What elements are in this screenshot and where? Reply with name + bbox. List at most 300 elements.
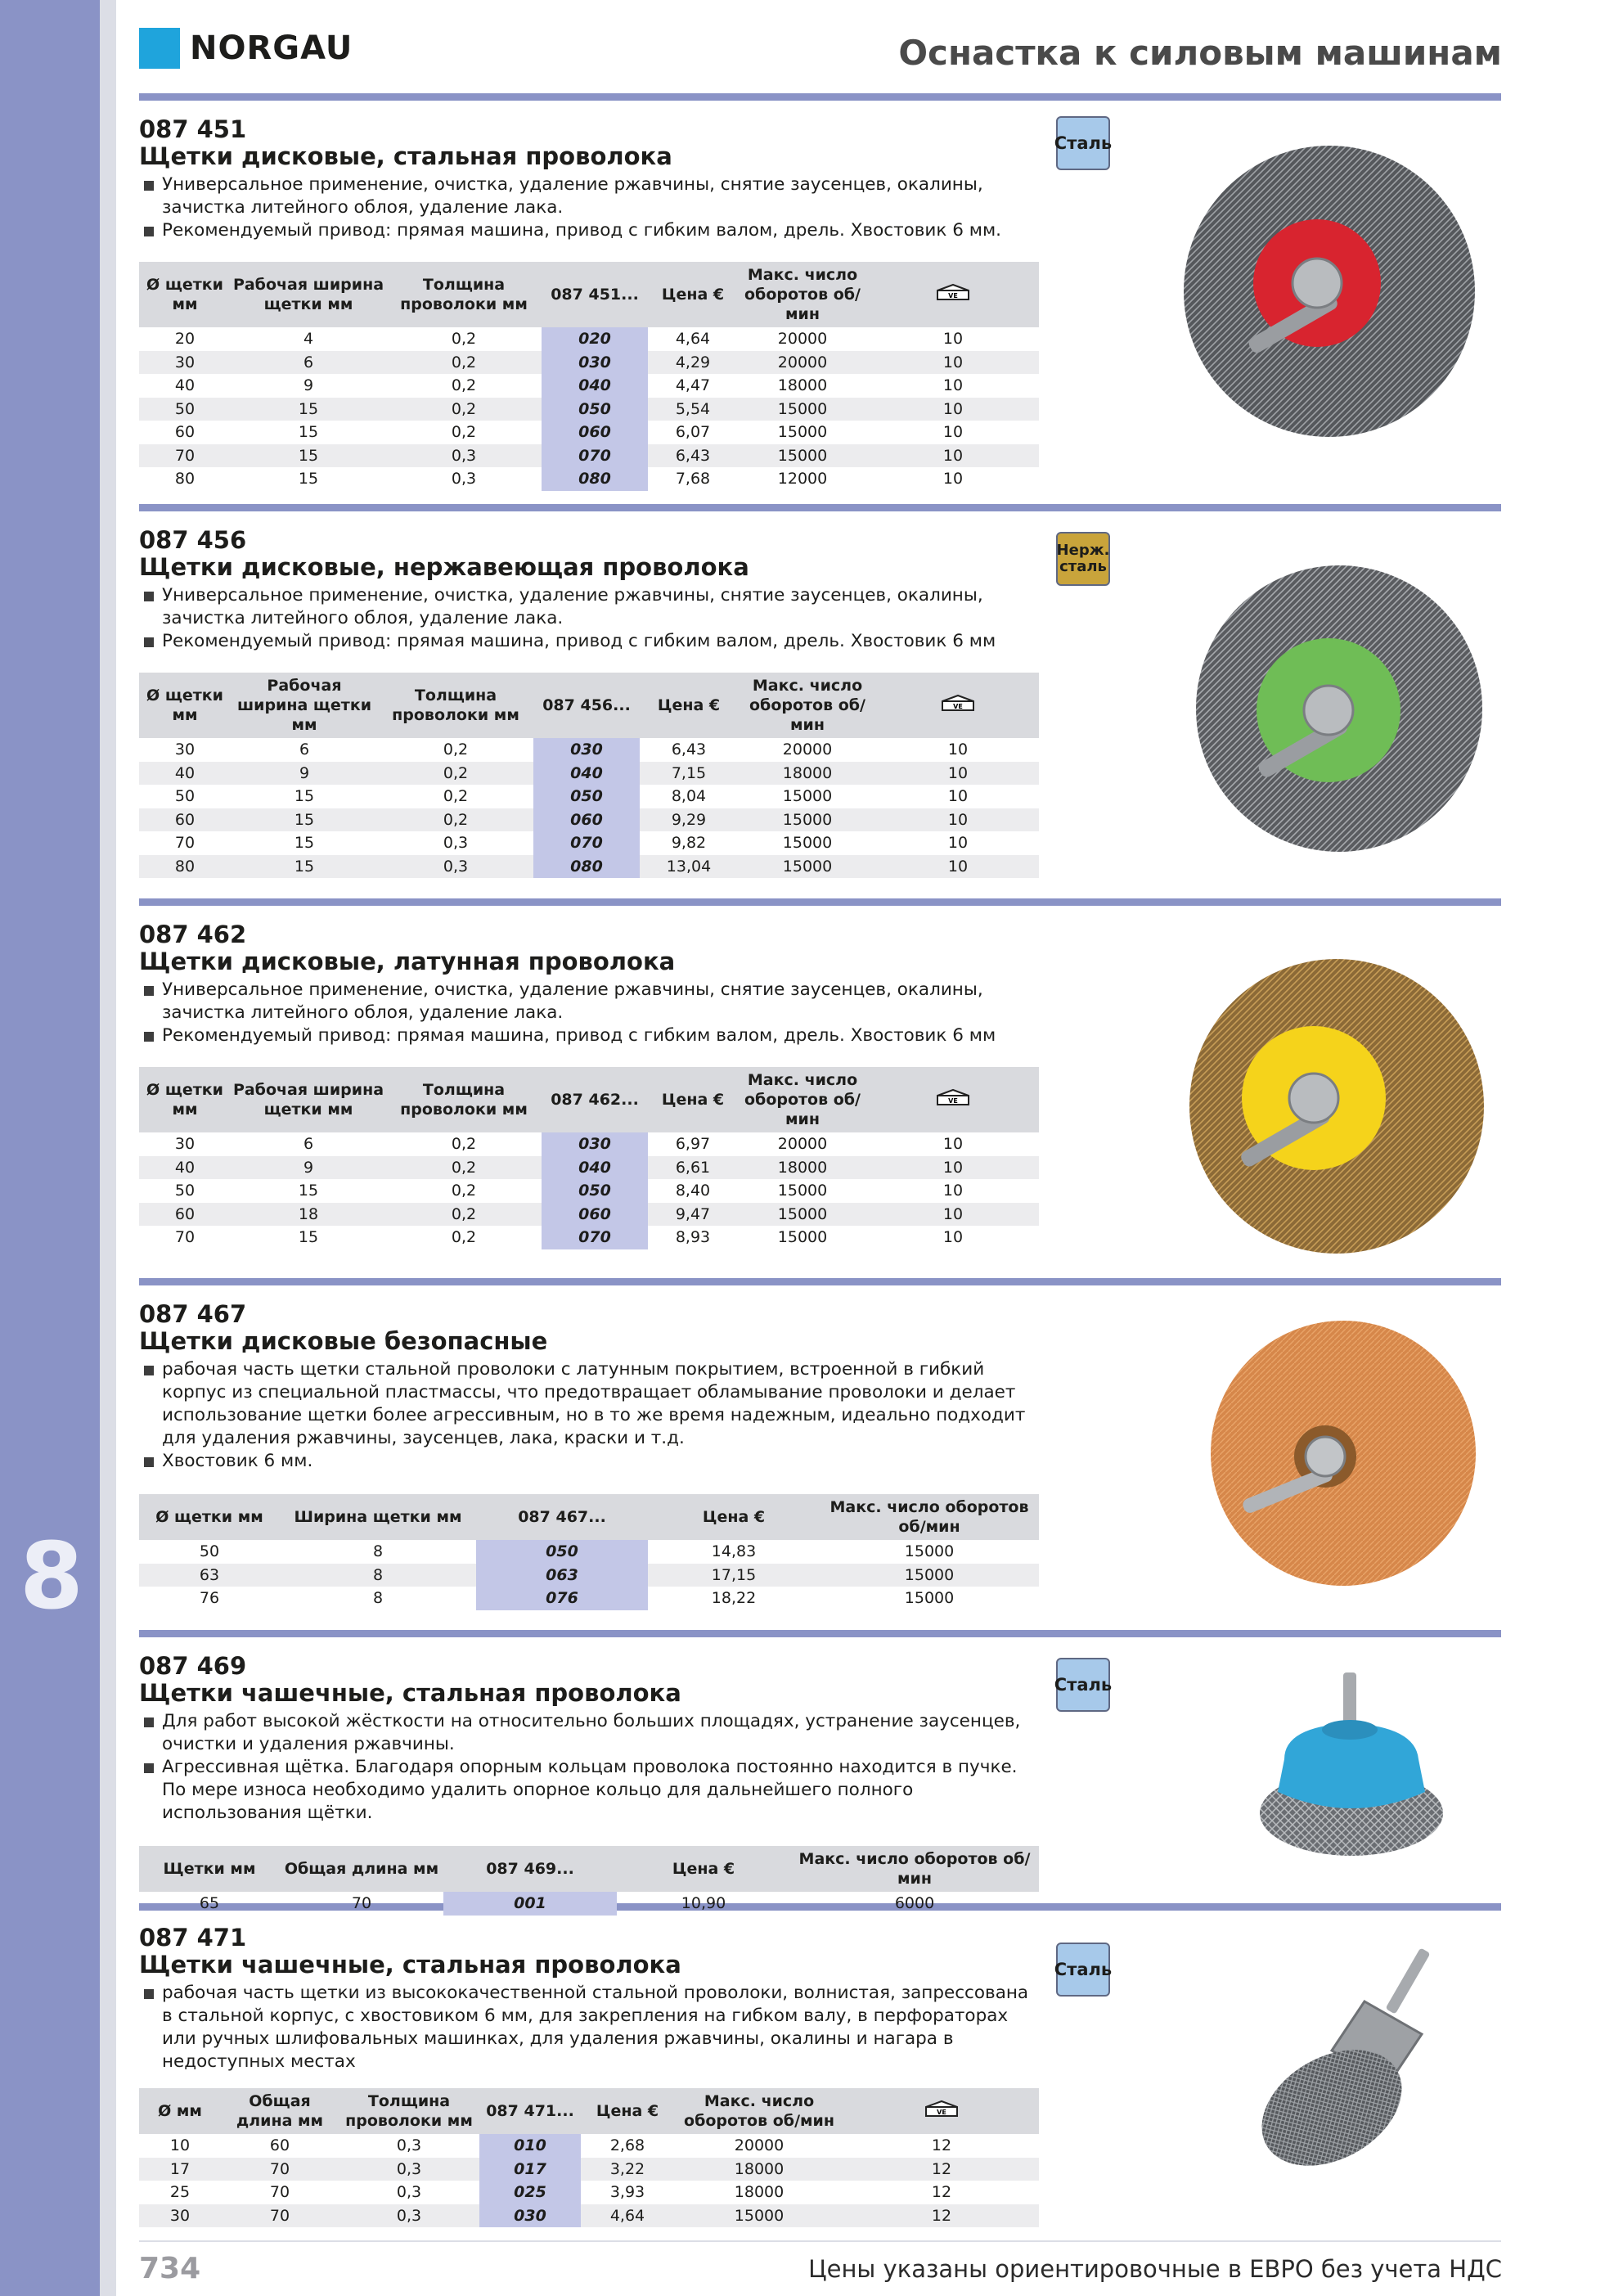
bullet-item: рабочая часть щетки из высококачественной стальной проволоки, волнистая, запрессована в стальной корпус, с хвостовиком 6 мм, для закрепления на гибком валу, в перфораторах или ручных шлифовальных машинках, для удаления ржавчины, окалины и нагара в недоступных местах xyxy=(139,1982,1039,2073)
wire-wheel-brush-red-image xyxy=(1178,144,1489,439)
table-cell: 3,93 xyxy=(609,2183,645,2202)
table-cell: 15000 xyxy=(820,1564,1039,1587)
article-number-cell: 030 xyxy=(542,351,648,375)
table-cell: 0,3 xyxy=(339,2204,479,2228)
table-cell: 0,2 xyxy=(451,376,477,395)
table-row xyxy=(139,351,1039,375)
table-cell: 15 xyxy=(231,855,378,879)
table-cell: 7,68 xyxy=(675,470,711,488)
table-cell: 0,2 xyxy=(443,741,469,759)
table-cell: 15000 xyxy=(738,855,877,879)
table-cell: 50 xyxy=(139,398,231,421)
bullet-item: Универсальное применение, очистка, удаление ржавчины, снятие заусенцев, окалины, зачистка литейного облоя, удаление лака. xyxy=(139,173,1039,219)
table-cell: 10 xyxy=(942,470,964,488)
table-cell: 60 xyxy=(139,808,231,832)
table-cell: 70 xyxy=(221,2158,339,2181)
col-header: Цена € xyxy=(648,1067,738,1132)
table-cell: 20000 xyxy=(782,741,833,759)
product-title: Щетки дисковые, латунная проволока xyxy=(139,948,676,975)
table-row xyxy=(139,2181,1039,2204)
product-code: 087 471 xyxy=(139,1924,247,1952)
table-cell: 6,97 xyxy=(675,1135,711,1154)
wire-wheel-brush-brass-image xyxy=(1183,957,1494,1260)
table-cell: 15 xyxy=(298,1228,319,1247)
table-cell: 9,29 xyxy=(640,808,738,832)
table-cell: 70 xyxy=(351,1894,372,1913)
col-header: 087 451... xyxy=(542,262,648,327)
table-cell: 15 xyxy=(231,808,378,832)
col-header: Ø щетки мм xyxy=(139,673,231,738)
table-cell: 9,47 xyxy=(648,1203,738,1227)
table-cell: 15000 xyxy=(777,1182,828,1200)
packaging-unit-icon xyxy=(867,262,1039,327)
table-cell: 0,2 xyxy=(451,330,477,349)
table-cell: 15000 xyxy=(674,2204,844,2228)
product-title: Щетки дисковые, нержавеющая проволока xyxy=(139,553,749,581)
col-header: Ø щетки мм xyxy=(139,1067,231,1132)
table-cell: 15 xyxy=(298,423,319,442)
table-cell: 10 xyxy=(947,741,969,759)
product-section-087469 xyxy=(139,1653,1039,1916)
product-code: 087 451 xyxy=(139,115,247,143)
section-divider xyxy=(139,898,1501,906)
table-cell: 0,2 xyxy=(443,787,469,806)
wire-wheel-brush-green-image xyxy=(1188,561,1490,856)
table-cell: 6,07 xyxy=(675,423,711,442)
table-cell: 6,43 xyxy=(648,444,738,468)
table-row xyxy=(139,1203,1039,1227)
table-row xyxy=(139,762,1039,786)
table-row xyxy=(139,855,1039,879)
table-cell: 4,29 xyxy=(648,351,738,375)
table-row xyxy=(139,1587,1039,1610)
product-title: Щетки чашечные, стальная проволока xyxy=(139,1679,681,1707)
table-cell: 18000 xyxy=(674,2158,844,2181)
table-row xyxy=(139,1226,1039,1249)
article-number-cell: 050 xyxy=(542,1179,648,1203)
table-cell: 12 xyxy=(844,2204,1039,2228)
table-cell: 20000 xyxy=(777,1135,828,1154)
table-cell: 10 xyxy=(877,808,1039,832)
col-header: Макс. число оборотов об/мин xyxy=(738,262,867,327)
article-number-cell: 010 xyxy=(479,2134,581,2158)
table-cell: 9,82 xyxy=(671,834,707,853)
spec-table xyxy=(139,262,1039,491)
table-cell: 7,15 xyxy=(640,762,738,786)
table-cell: 0,2 xyxy=(386,398,542,421)
table-row xyxy=(139,1892,1039,1916)
bullet-item: Универсальное применение, очистка, удаление ржавчины, снятие заусенцев, окалины, зачистка литейного облоя, удаление лака. xyxy=(139,979,1039,1024)
table-cell: 15000 xyxy=(782,834,833,853)
product-code: 087 462 xyxy=(139,921,247,948)
col-header: Толщина проволоки мм xyxy=(339,2088,479,2134)
table-row xyxy=(139,831,1039,855)
col-header: Рабочая ширина щетки мм xyxy=(231,262,386,327)
bullet-item: Рекомендуемый привод: прямая машина, привод с гибким валом, дрель. Хвостовик 6 мм. xyxy=(139,219,1039,242)
spec-table xyxy=(139,673,1039,878)
table-cell: 15000 xyxy=(777,1228,828,1247)
table-cell: 80 xyxy=(139,855,231,879)
table-cell: 15000 xyxy=(904,1542,955,1561)
section-divider xyxy=(139,504,1501,511)
page-number: 734 xyxy=(139,2252,201,2285)
article-number-cell: 040 xyxy=(533,762,640,786)
table-cell: 70 xyxy=(269,2183,290,2202)
article-number-cell: 020 xyxy=(542,327,648,351)
table-cell: 0,2 xyxy=(451,1135,477,1154)
table-cell: 8,93 xyxy=(675,1228,711,1247)
table-row xyxy=(139,398,1039,421)
table-cell: 8,40 xyxy=(675,1182,711,1200)
table-cell: 0,2 xyxy=(378,762,533,786)
table-cell: 12 xyxy=(931,2136,952,2155)
table-cell: 10 xyxy=(947,834,969,853)
article-number-cell: 060 xyxy=(533,808,640,832)
article-number-cell: 060 xyxy=(542,1203,648,1227)
table-cell: 0,2 xyxy=(386,351,542,375)
footer-divider xyxy=(139,2240,1501,2242)
bullet-item: Рекомендуемый привод: прямая машина, привод с гибким валом, дрель. Хвостовик 6 мм xyxy=(139,630,1039,653)
table-cell: 50 xyxy=(174,787,196,806)
table-cell: 10 xyxy=(867,398,1039,421)
article-number-cell: 080 xyxy=(533,855,640,879)
table-cell: 0,2 xyxy=(451,1182,477,1200)
table-cell: 70 xyxy=(221,2204,339,2228)
table-cell: 70 xyxy=(174,834,196,853)
table-cell: 60 xyxy=(139,1203,231,1227)
col-header: Щетки мм xyxy=(139,1846,280,1892)
bullet-item: Для работ высокой жёсткости на относительно больших площадях, устранение заусенцев, очистки и удаления ржавчины. xyxy=(139,1710,1039,1756)
table-cell: 76 xyxy=(199,1589,220,1608)
table-cell: 10 xyxy=(867,1203,1039,1227)
bullet-item: Рекомендуемый привод: прямая машина, привод с гибким валом, дрель. Хвостовик 6 мм xyxy=(139,1024,1039,1047)
table-cell: 6 xyxy=(231,351,386,375)
table-cell: 10 xyxy=(942,376,964,395)
product-section-087451 xyxy=(139,116,1039,491)
end-brush-steel-image xyxy=(1242,1944,1471,2181)
table-row xyxy=(139,421,1039,444)
material-badge: Сталь xyxy=(1056,1943,1110,1997)
col-header: Толщина проволоки мм xyxy=(386,1067,542,1132)
table-cell: 0,2 xyxy=(451,1228,477,1247)
article-number-cell: 050 xyxy=(476,1540,648,1564)
bullet-item: Агрессивная щётка. Благодаря опорным кольцам проволока постоянно находится в пучке. По мере износа необходимо удалить опорное кольцо для дальнейшего полного использования щётки. xyxy=(139,1756,1039,1825)
table-cell: 4,64 xyxy=(675,330,711,349)
col-header: Ø мм xyxy=(139,2088,221,2134)
table-cell: 15 xyxy=(231,444,386,468)
table-cell: 30 xyxy=(139,351,231,375)
product-title: Щетки чашечные, стальная проволока xyxy=(139,1951,681,1979)
table-cell: 63 xyxy=(139,1564,280,1587)
cup-brush-blue-image xyxy=(1252,1669,1456,1874)
table-cell: 15000 xyxy=(738,1203,867,1227)
brand-name: NORGAU xyxy=(190,29,353,67)
svg-text:VE: VE xyxy=(948,292,958,299)
table-cell: 20000 xyxy=(777,330,828,349)
col-header: Макс. число оборотов об/мин xyxy=(820,1494,1039,1540)
chapter-number: 8 xyxy=(20,1524,83,1630)
col-header: 087 467... xyxy=(476,1494,648,1540)
table-row xyxy=(139,1132,1039,1156)
article-number-cell: 001 xyxy=(443,1892,617,1916)
table-cell: 15000 xyxy=(738,398,867,421)
table-cell: 4 xyxy=(303,330,314,349)
col-header: 087 469... xyxy=(443,1846,617,1892)
bullet-item: Хвостовик 6 мм. xyxy=(139,1450,1039,1473)
article-number-cell: 030 xyxy=(479,2204,581,2228)
article-number-cell: 063 xyxy=(476,1564,648,1587)
table-cell: 8 xyxy=(372,1542,384,1561)
table-cell: 0,3 xyxy=(339,2158,479,2181)
article-number-cell: 050 xyxy=(533,785,640,808)
table-cell: 0,3 xyxy=(386,444,542,468)
svg-text:VE: VE xyxy=(937,2109,946,2116)
table-cell: 60 xyxy=(174,423,196,442)
col-header: 087 471... xyxy=(479,2088,581,2134)
table-cell: 0,2 xyxy=(386,1203,542,1227)
col-header: Цена € xyxy=(648,1494,820,1540)
table-cell: 60 xyxy=(269,2136,290,2155)
table-row xyxy=(139,1179,1039,1203)
table-cell: 30 xyxy=(174,1135,196,1154)
footer-note: Цены указаны ориентировочные в ЕВРО без учета НДС xyxy=(808,2255,1502,2283)
col-header: Макс. число оборотов об/мин xyxy=(790,1846,1039,1892)
table-row xyxy=(139,738,1039,762)
article-number-cell: 060 xyxy=(542,421,648,444)
table-cell: 0,2 xyxy=(378,808,533,832)
product-title: Щетки дисковые безопасные xyxy=(139,1327,548,1355)
table-cell: 8 xyxy=(280,1564,476,1587)
sidebar-edge xyxy=(100,0,116,2296)
table-cell: 12 xyxy=(844,2158,1039,2181)
table-cell: 0,3 xyxy=(378,855,533,879)
table-cell: 18 xyxy=(231,1203,386,1227)
table-cell: 70 xyxy=(139,444,231,468)
col-header: Цена € xyxy=(640,673,738,738)
col-header: 087 456... xyxy=(533,673,640,738)
article-number-cell: 050 xyxy=(542,398,648,421)
table-cell: 17 xyxy=(139,2158,221,2181)
table-row xyxy=(139,2134,1039,2158)
table-cell: 3,22 xyxy=(581,2158,674,2181)
packaging-unit-icon xyxy=(867,1067,1039,1132)
table-cell: 15000 xyxy=(777,423,828,442)
col-header: Макс. число оборотов об/мин xyxy=(738,1067,867,1132)
packaging-unit-icon xyxy=(877,673,1039,738)
product-code: 087 467 xyxy=(139,1300,247,1328)
table-cell: 6,43 xyxy=(671,741,707,759)
table-cell: 18000 xyxy=(777,376,828,395)
product-code: 087 456 xyxy=(139,526,247,554)
col-header: Макс. число оборотов об/мин xyxy=(738,673,877,738)
col-header: Макс. число оборотов об/мин xyxy=(674,2088,844,2134)
product-section-087467 xyxy=(139,1301,1039,1610)
article-number-cell: 076 xyxy=(476,1587,648,1610)
material-badge: Нерж. сталь xyxy=(1056,532,1110,586)
table-row xyxy=(139,808,1039,832)
table-cell: 70 xyxy=(174,1228,196,1247)
page-title: Оснастка к силовым машинам xyxy=(898,33,1502,73)
col-header: Толщина проволоки мм xyxy=(378,673,533,738)
table-cell: 5,54 xyxy=(648,398,738,421)
material-badge: Сталь xyxy=(1056,116,1110,170)
table-cell: 30 xyxy=(139,2204,221,2228)
table-row xyxy=(139,467,1039,491)
table-cell: 10 xyxy=(169,2136,191,2155)
table-cell: 15 xyxy=(298,470,319,488)
spec-table xyxy=(139,2088,1039,2227)
spec-table xyxy=(139,1494,1039,1610)
product-section-087456 xyxy=(139,527,1039,878)
section-divider xyxy=(139,1630,1501,1637)
table-cell: 0,3 xyxy=(443,834,469,853)
product-section-087462 xyxy=(139,921,1039,1249)
table-cell: 10 xyxy=(877,855,1039,879)
table-cell: 0,2 xyxy=(386,1156,542,1180)
table-cell: 10 xyxy=(942,423,964,442)
table-cell: 2,68 xyxy=(609,2136,645,2155)
table-cell: 10 xyxy=(947,787,969,806)
article-number-cell: 030 xyxy=(533,738,640,762)
table-cell: 65 xyxy=(199,1894,220,1913)
table-cell: 12 xyxy=(931,2183,952,2202)
table-cell: 15 xyxy=(298,1182,319,1200)
table-cell: 40 xyxy=(139,1156,231,1180)
table-cell: 4,47 xyxy=(675,376,711,395)
table-cell: 15 xyxy=(231,398,386,421)
table-row xyxy=(139,1540,1039,1564)
table-cell: 17,15 xyxy=(648,1564,820,1587)
table-cell: 10 xyxy=(942,1135,964,1154)
article-number-cell: 080 xyxy=(542,467,648,491)
logo-square-icon xyxy=(139,28,180,69)
material-badge: Сталь xyxy=(1056,1658,1110,1712)
col-header: Ø щетки мм xyxy=(139,1494,280,1540)
table-cell: 15 xyxy=(294,787,315,806)
table-row xyxy=(139,374,1039,398)
chapter-sidebar xyxy=(0,0,100,2296)
svg-text:VE: VE xyxy=(953,703,963,710)
table-row xyxy=(139,2158,1039,2181)
table-cell: 15000 xyxy=(904,1589,955,1608)
table-cell: 10 xyxy=(942,330,964,349)
table-cell: 30 xyxy=(174,741,196,759)
table-cell: 15000 xyxy=(738,808,877,832)
col-header: Рабочая ширина щетки мм xyxy=(231,673,378,738)
article-number-cell: 025 xyxy=(479,2181,581,2204)
safety-wheel-brush-image xyxy=(1203,1306,1481,1600)
article-number-cell: 070 xyxy=(542,1226,648,1249)
table-cell: 6,61 xyxy=(648,1156,738,1180)
table-cell: 10 xyxy=(867,444,1039,468)
col-header: Ø щетки мм xyxy=(139,262,231,327)
article-number-cell: 040 xyxy=(542,374,648,398)
product-code: 087 469 xyxy=(139,1652,247,1680)
article-number-cell: 070 xyxy=(542,444,648,468)
col-header: Ширина щетки мм xyxy=(280,1494,476,1540)
table-cell: 18000 xyxy=(734,2183,785,2202)
table-row xyxy=(139,2204,1039,2228)
table-cell: 10 xyxy=(942,1182,964,1200)
table-cell: 9 xyxy=(303,376,314,395)
table-cell: 18,22 xyxy=(711,1589,757,1608)
table-cell: 0,3 xyxy=(396,2183,422,2202)
col-header: Рабочая ширина щетки мм xyxy=(231,1067,386,1132)
table-cell: 9 xyxy=(231,762,378,786)
table-cell: 40 xyxy=(174,376,196,395)
spec-table xyxy=(139,1067,1039,1249)
col-header: Цена € xyxy=(581,2088,674,2134)
table-cell: 12000 xyxy=(777,470,828,488)
table-cell: 40 xyxy=(139,762,231,786)
spec-table xyxy=(139,1846,1039,1916)
section-divider xyxy=(139,1278,1501,1285)
table-cell: 15000 xyxy=(782,787,833,806)
product-title: Щетки дисковые, стальная проволока xyxy=(139,142,672,170)
table-cell: 15 xyxy=(294,834,315,853)
table-row xyxy=(139,444,1039,468)
table-cell: 10,90 xyxy=(681,1894,726,1913)
table-cell: 0,3 xyxy=(396,2136,422,2155)
article-number-cell: 017 xyxy=(479,2158,581,2181)
table-cell: 10 xyxy=(867,351,1039,375)
table-cell: 0,2 xyxy=(451,423,477,442)
article-number-cell: 030 xyxy=(542,1132,648,1156)
table-cell: 80 xyxy=(174,470,196,488)
col-header: Общая длина мм xyxy=(280,1846,443,1892)
table-cell: 20 xyxy=(174,330,196,349)
table-cell: 6 xyxy=(303,1135,314,1154)
col-header: 087 462... xyxy=(542,1067,648,1132)
table-cell: 10 xyxy=(867,1156,1039,1180)
table-cell: 14,83 xyxy=(711,1542,757,1561)
table-cell: 18000 xyxy=(738,1156,867,1180)
col-header: Цена € xyxy=(648,262,738,327)
table-cell: 10 xyxy=(942,1228,964,1247)
table-cell: 18000 xyxy=(738,762,877,786)
packaging-unit-icon xyxy=(844,2088,1039,2134)
table-cell: 10 xyxy=(877,762,1039,786)
article-number-cell: 070 xyxy=(533,831,640,855)
section-divider xyxy=(139,93,1501,101)
table-cell: 8,04 xyxy=(671,787,707,806)
svg-text:VE: VE xyxy=(948,1097,958,1105)
table-cell: 6 xyxy=(299,741,310,759)
table-row xyxy=(139,785,1039,808)
product-section-087471 xyxy=(139,1925,1039,2227)
table-cell: 20000 xyxy=(738,351,867,375)
table-cell: 50 xyxy=(174,1182,196,1200)
table-row xyxy=(139,1156,1039,1180)
table-row xyxy=(139,327,1039,351)
col-header: Толщина проволоки мм xyxy=(386,262,542,327)
col-header: Общая длина мм xyxy=(221,2088,339,2134)
table-cell: 8 xyxy=(372,1589,384,1608)
table-cell: 25 xyxy=(169,2183,191,2202)
bullet-item: Универсальное применение, очистка, удаление ржавчины, снятие заусенцев, окалины, зачистка литейного облоя, удаление лака. xyxy=(139,584,1039,630)
brand-logo xyxy=(139,28,353,69)
table-cell: 4,64 xyxy=(581,2204,674,2228)
table-cell: 50 xyxy=(199,1542,220,1561)
table-row xyxy=(139,1564,1039,1587)
table-cell: 13,04 xyxy=(640,855,738,879)
table-cell: 9 xyxy=(231,1156,386,1180)
table-cell: 15000 xyxy=(738,444,867,468)
table-cell: 0,3 xyxy=(451,470,477,488)
table-cell: 20000 xyxy=(734,2136,785,2155)
col-header: Цена € xyxy=(617,1846,790,1892)
bullet-item: рабочая часть щетки стальной проволоки с латунным покрытием, встроенной в гибкий корпус из специальной пластмассы, что предотвращает обламывание проволоки и делает использование щетки более агрессивным, но в то же время надежным, идеально подходит для удаления ржавчины, заусенцев, лака, краски и т.д. xyxy=(139,1358,1039,1450)
